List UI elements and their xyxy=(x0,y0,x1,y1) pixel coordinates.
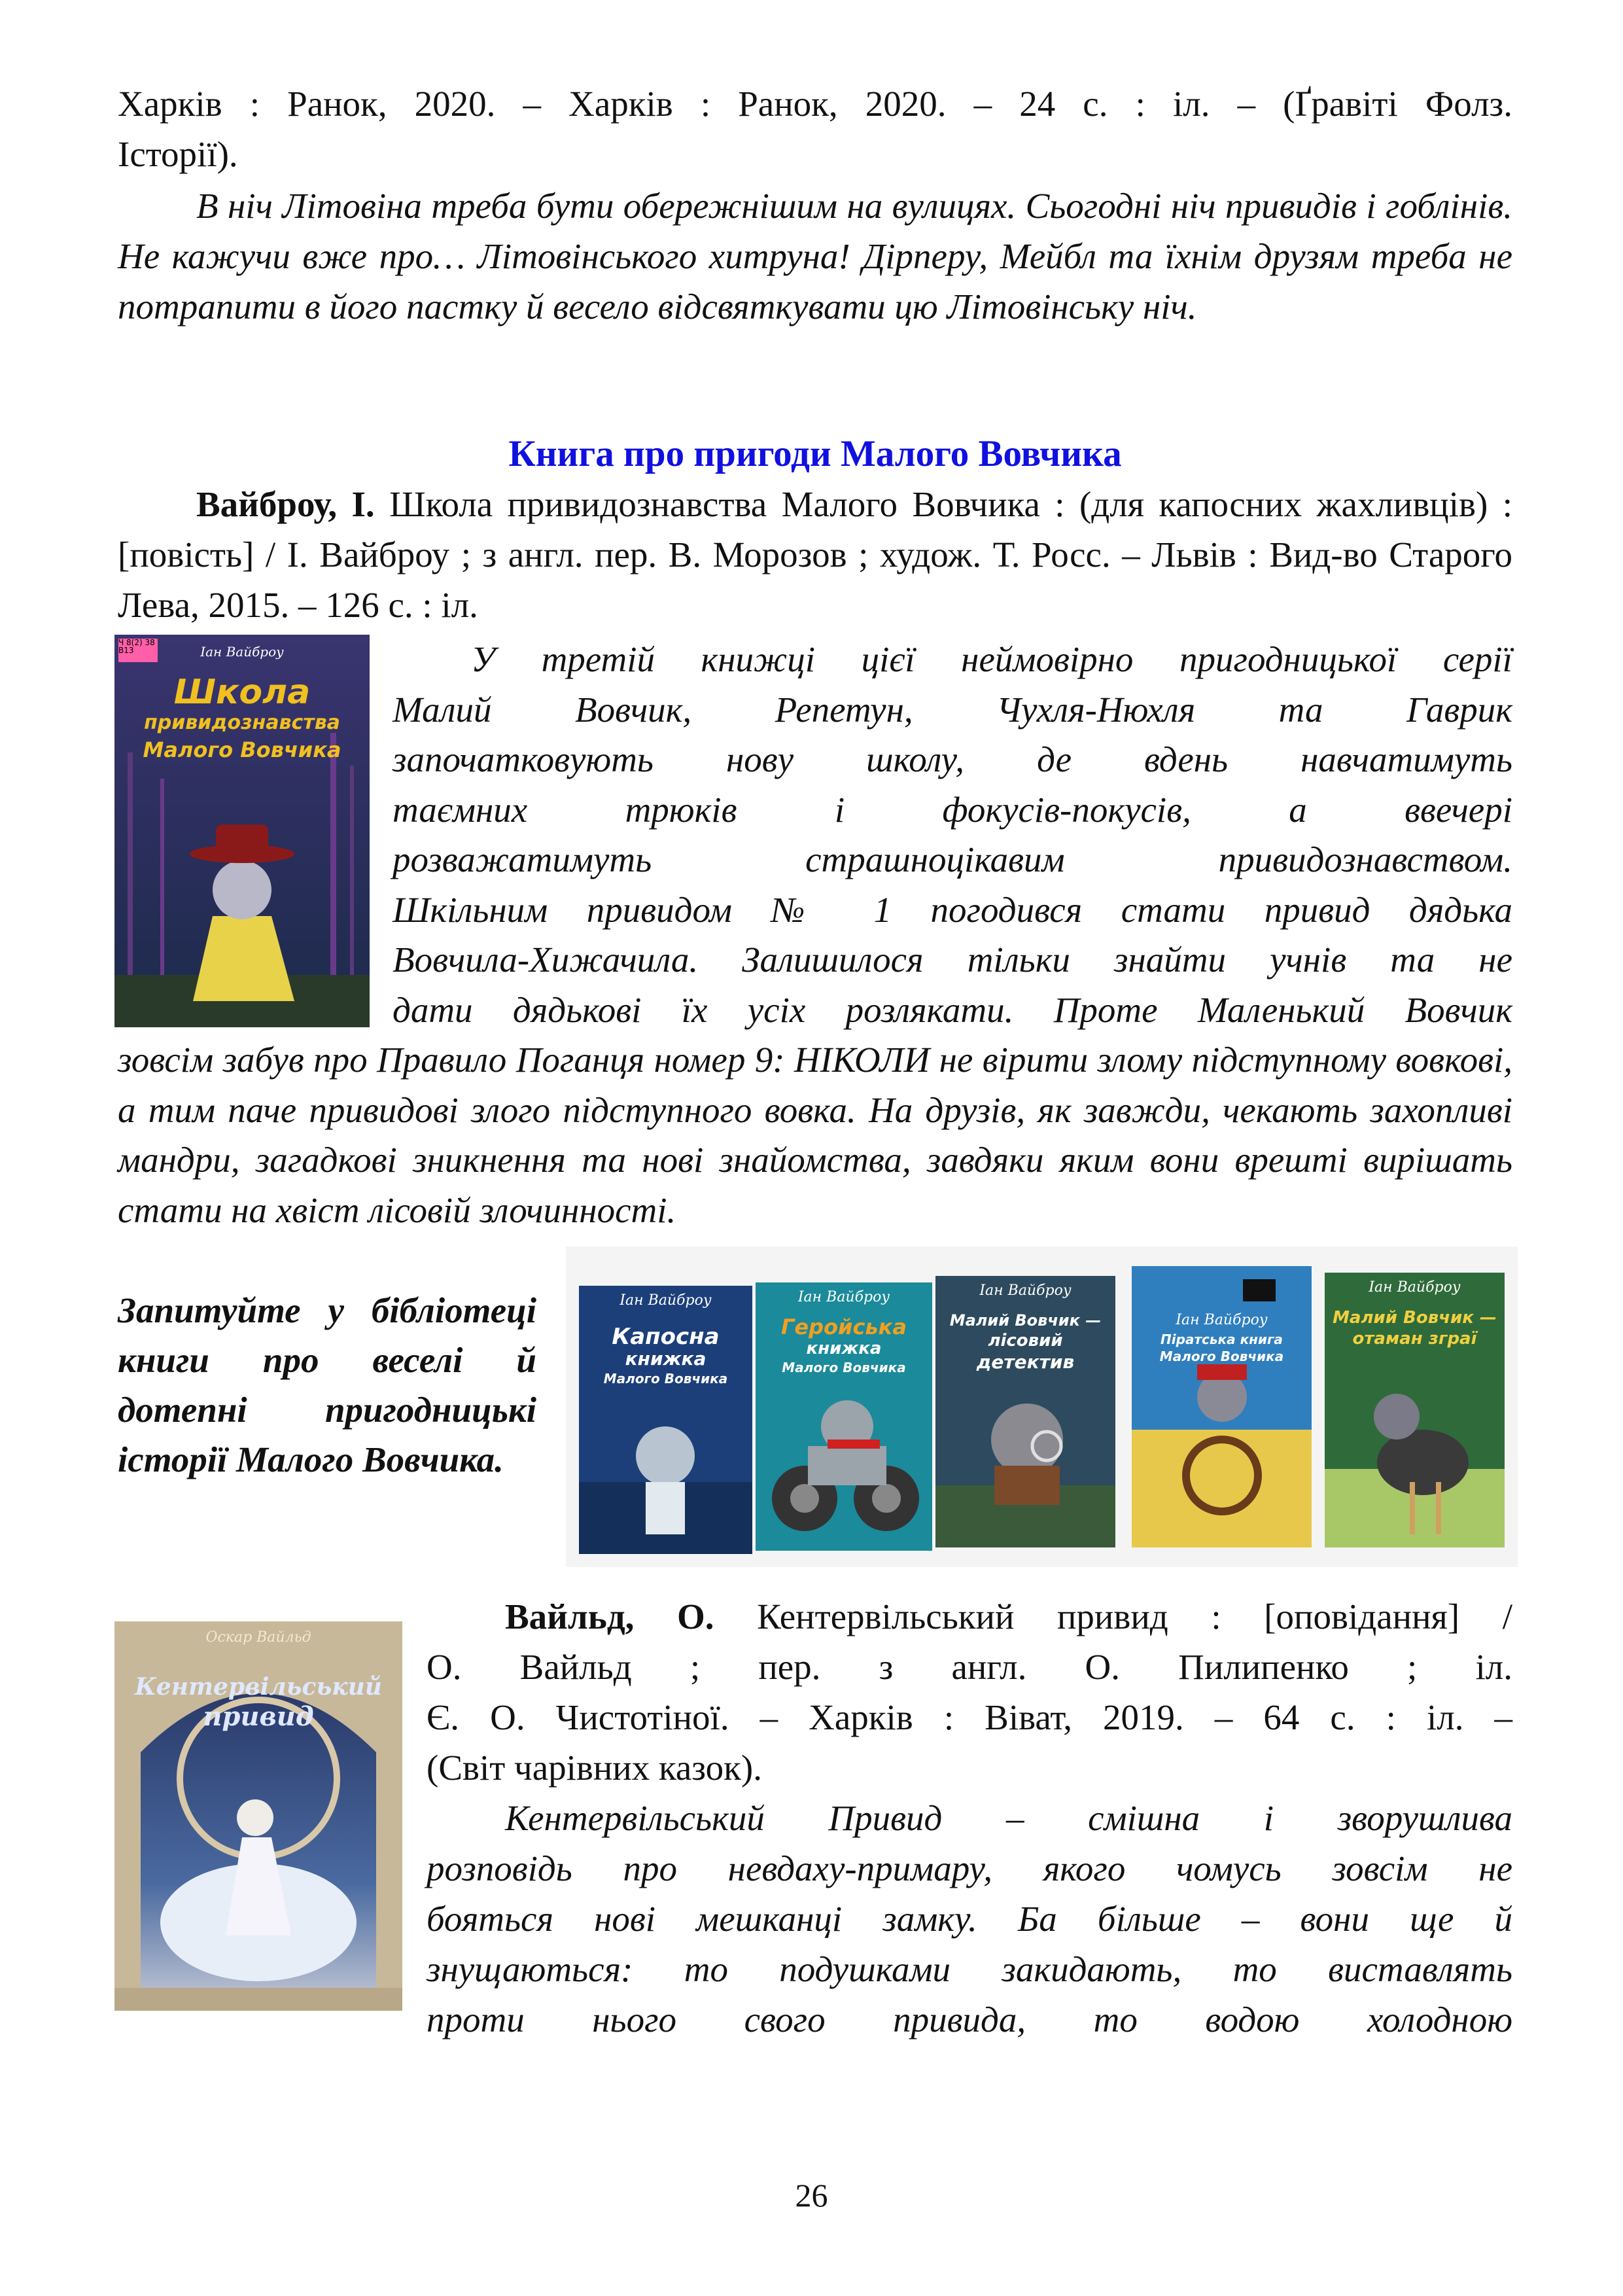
annotation-line: Шкільним привидом № 1 погодився стати привид дядька xyxy=(393,889,1512,930)
cover-title-line: отаман зграї xyxy=(1352,1329,1477,1349)
annotation-line: проти нього свого привида, то водою холодною xyxy=(427,2000,1512,2040)
cover-title-line: детектив xyxy=(976,1351,1075,1373)
entry-wilde xyxy=(427,1591,1512,2045)
cover-title-line: Школа xyxy=(173,673,311,712)
cover-title-line: Малого Вовчика xyxy=(603,1371,728,1386)
entry-wibrow-annotation-wrapped xyxy=(393,635,1512,1035)
section-heading: Книга про пригоди Малого Вовчика xyxy=(508,433,1122,474)
entry-citation-line: (Світ чарівних казок). xyxy=(427,1748,762,1788)
citation-line: Харків : Ранок, 2020. – Харків : Ранок, 2020. – 24 с. : іл. – (Ґравіті Фолз. xyxy=(118,84,1512,124)
entry-author: Вайльд, О. xyxy=(505,1597,714,1636)
cover-author: Іан Вайброу xyxy=(979,1282,1072,1299)
cover-title-line: книжка xyxy=(625,1348,707,1369)
entry-citation-text: Школа привидознавства Малого Вовчика : (для капосних жахливців) : [повість] / І. Вайброу ; з англ. пер. В. Морозов ; худож. Т. Росс. – Львів : Вид-во Старого Лева, 2015. – 126 с. : іл. xyxy=(118,484,1512,625)
cover-title-line: книжка xyxy=(806,1339,882,1358)
cover-title-line: Малий Вовчик — xyxy=(1333,1308,1497,1328)
cover-author: Іан Вайброу xyxy=(1176,1312,1268,1328)
annotation-line: Кентервільський Привид – смішна і зворушлива xyxy=(505,1798,1512,1838)
ask-library-note: Запитуйте у бібліотеці книги про веселі й дотепні пригодницькі історії Малого Вовчика. xyxy=(118,1290,536,1479)
cover-title-line: лісовий xyxy=(988,1331,1063,1351)
book-cover-series xyxy=(1325,1273,1505,1547)
book-cover-series xyxy=(935,1276,1115,1547)
cover-title-line: Малого Вовчика xyxy=(1159,1349,1284,1364)
entry-citation-line xyxy=(427,1591,1512,1642)
library-sticker: Ч 8(2) 38 В13 xyxy=(118,639,158,662)
cover-title-line: Малого Вовчика xyxy=(143,737,341,762)
page-number: 26 xyxy=(795,2177,828,2214)
cover-title-line: Піратська книга xyxy=(1161,1332,1283,1347)
cover-author: Іан Вайброу xyxy=(620,1292,712,1309)
annotation-line: розважатимуть страшноцікавим привидознавством. xyxy=(393,839,1512,879)
entry-citation-text: Кентервільський привид : [оповідання] / xyxy=(714,1597,1512,1636)
cover-title-line: привидознавства xyxy=(144,711,340,734)
book-cover-series xyxy=(579,1286,752,1554)
annotation-line: знущаються: то подушками закидають, то виставлять xyxy=(427,1949,1512,1989)
cover-title-line: привид xyxy=(203,1701,314,1732)
entry-citation-line: О. Вайльд ; пер. з англ. О. Пилипенко ; іл. xyxy=(427,1647,1512,1687)
cover-title-line: Кентервільський xyxy=(135,1673,382,1701)
annotation-line: У третій книжці цієї неймовірно пригодницької серії xyxy=(471,639,1512,679)
book-cover-canterville xyxy=(114,1621,402,2011)
annotation-line: бояться нові мешканці замку. Ба більше – вони ще й xyxy=(427,1899,1512,1939)
annotation-gravity-falls: В ніч Літовіна треба бути обережнішим на вулицях. Сьогодні ніч привидів і гоблінів. Не кажучи вже про… Літовінського хитруна! Дipперу, Мейбл та їхнім друзям треба не потрапити в його пастку й весело відсвяткувати цю Літовінську ніч. xyxy=(118,186,1512,327)
cover-author: Оскар Вайльд xyxy=(205,1629,311,1646)
entry-citation-line: Є. О. Чистотіної. – Харків : Віват, 2019. – 64 с. : іл. – xyxy=(427,1697,1512,1737)
book-cover-school xyxy=(114,635,370,1027)
annotation-line: Вовчила-Хижачила. Залишилося тільки знайти учнів та не xyxy=(393,940,1512,980)
cover-author: Іан Вайброу xyxy=(200,644,284,660)
cover-author: Іан Вайброу xyxy=(1369,1279,1461,1296)
cover-title-line: Капосна xyxy=(612,1324,720,1350)
annotation-line: таємних трюків і фокусів-покусів, а ввечері xyxy=(393,789,1512,830)
entry-author: Вайброу, І. xyxy=(196,484,375,524)
series-covers-group xyxy=(566,1246,1518,1567)
annotation-line: дати дядькові їх усіх розлякати. Проте Маленький Вовчик xyxy=(393,989,1512,1030)
citation-line: Історії). xyxy=(118,134,238,174)
cover-title-line: Малого Вовчика xyxy=(782,1360,906,1375)
book-cover-series xyxy=(1132,1266,1312,1547)
book-cover-series xyxy=(756,1282,932,1551)
cover-illustration xyxy=(1132,1266,1312,1547)
citation-continuation xyxy=(118,79,1512,179)
cover-title-line: Геройська xyxy=(781,1315,907,1339)
annotation-line: Малий Вовчик, Репетун, Чухля-Нюхля та Гаврик xyxy=(393,689,1512,730)
cover-author: Іан Вайброу xyxy=(797,1289,890,1305)
entry-wibrow-annotation-rest: зовсім забув про Правило Поганця номер 9: НІКОЛИ не вірити злому підступному вовкові, а тим паче привидові злого підступного вовка. На друзів, як завжди, чекають захопливі мандри, загадкові зникнення та нові знайомства, завдяки яким вони врешті вирішать стати на хвіст лісовій злочинності. xyxy=(118,1040,1512,1230)
cover-title-line: Малий Вовчик — xyxy=(949,1311,1102,1330)
entry-wibrow-citation xyxy=(118,479,1512,630)
annotation-line: започатковують нову школу, де вдень навчатимуть xyxy=(393,739,1512,779)
annotation-line: розповідь про невдаху-примару, якого чомусь зовсім не xyxy=(427,1848,1512,1888)
